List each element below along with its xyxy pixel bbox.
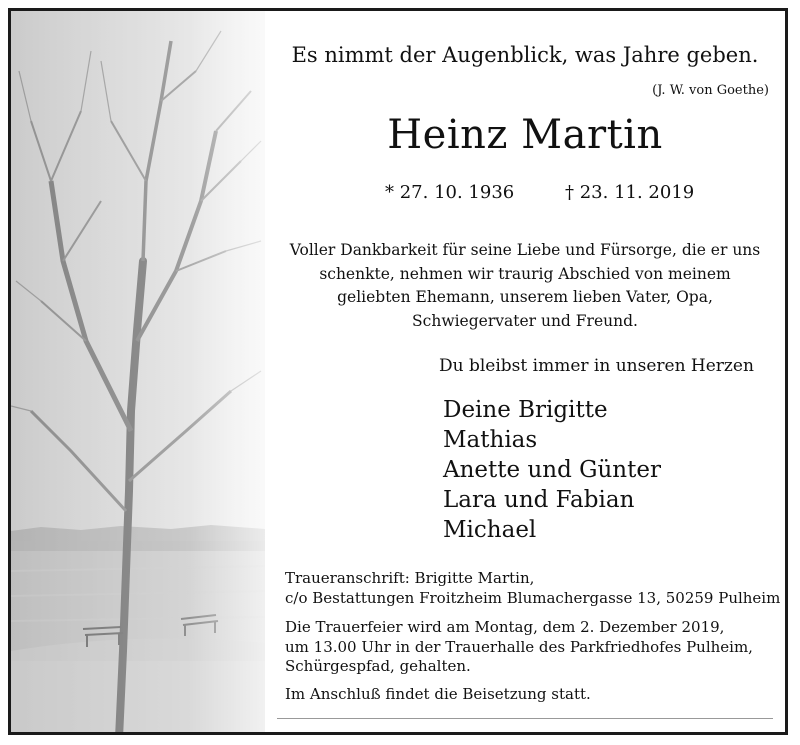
notice-text-area	[265, 11, 785, 732]
mourner-name: Lara und Fabian	[443, 487, 635, 513]
burial-line: Im Anschluß findet die Beisetzung statt.	[285, 684, 591, 703]
mourners-list	[443, 395, 661, 545]
quote-author: (J. W. von Goethe)	[652, 83, 769, 98]
misty-tree-photo	[11, 11, 265, 732]
death-date: † 23. 11. 2019	[565, 182, 695, 203]
ceremony-line: Schürgespfad, gehalten.	[285, 657, 471, 676]
farewell-line: Du bleibst immer in unseren Herzen	[439, 356, 754, 376]
gratitude-line: schenkte, nehmen wir traurig Abschied von meinem	[319, 264, 731, 283]
mourner-name: Anette und Günter	[443, 457, 661, 483]
service-information	[285, 569, 780, 705]
address-line: Traueranschrift: Brigitte Martin,	[285, 569, 535, 587]
ceremony-line: Die Trauerfeier wird am Montag, dem 2. Dezember 2019,	[285, 618, 725, 637]
obituary-notice	[8, 8, 788, 735]
address-line: c/o Bestattungen Froitzheim Blumachergasse 13, 50259 Pulheim	[285, 588, 781, 607]
gratitude-line: geliebten Ehemann, unserem lieben Vater, Opa,	[337, 288, 713, 306]
mourner-name: Deine Brigitte	[443, 397, 608, 423]
ceremony-line: um 13.00 Uhr in der Trauerhalle des Parkfriedhofes Pulheim,	[285, 637, 753, 656]
deceased-name: Heinz Martin	[387, 112, 663, 158]
mourner-name: Michael	[443, 517, 537, 543]
birth-date: * 27. 10. 1936	[385, 182, 515, 203]
gratitude-line: Voller Dankbarkeit für seine Liebe und Fürsorge, die er uns	[289, 241, 761, 259]
bottom-divider	[277, 718, 773, 719]
gratitude-line: Schwiegervater und Freund.	[412, 311, 638, 330]
gratitude-text	[265, 239, 785, 333]
quote-text: Es nimmt der Augenblick, was Jahre geben.	[291, 43, 759, 67]
mourner-name: Mathias	[443, 427, 538, 453]
